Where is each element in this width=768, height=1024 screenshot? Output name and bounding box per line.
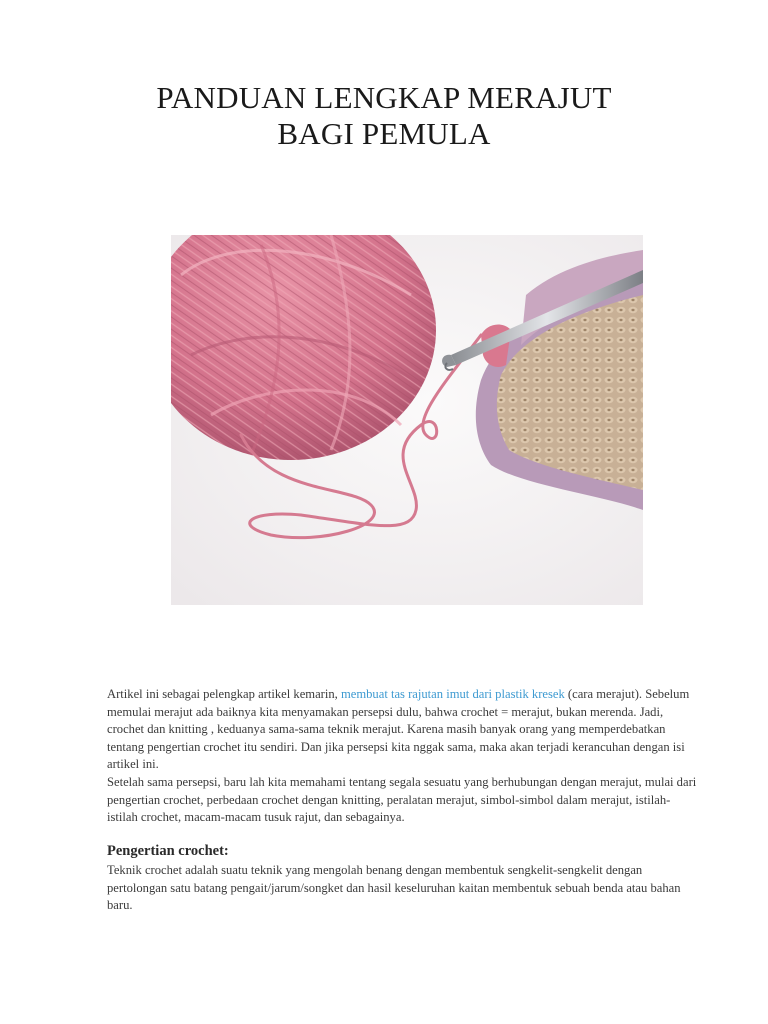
yarn-and-crochet-photo bbox=[171, 235, 643, 605]
title-line-2: BAGI PEMULA bbox=[277, 116, 491, 151]
intro-paragraph-1: Artikel ini sebagai pelengkap artikel kemarin, membuat tas rajutan imut dari plastik kresek (cara merajut). Sebelum memulai merajut ada baiknya kita menyamakan persepsi dulu, bahwa crochet = merajut, bukan merenda. Jadi, crochet dan knitting , keduanya sama-sama teknik merajut. Karena masih banyak orang yang memperdebatkan tentang pengertian crochet itu sendiri. Dan jika persepsi kita nggak sama, maka akan terjadi kerancuhan dengan isi artikel ini. bbox=[107, 687, 690, 772]
title-line-1: PANDUAN LENGKAP MERAJUT bbox=[156, 80, 612, 115]
section-text: Teknik crochet adalah suatu teknik yang mengolah benang dengan membentuk sengkelit-sengkelit dengan pertolongan satu batang pengait/jarum/songket dan hasil keseluruhan kaitan membentuk sebuah benda atau bahan baru. bbox=[107, 863, 681, 913]
intro-paragraph-2: Setelah sama persepsi, baru lah kita memahami tentang segala sesuatu yang berhubungan dengan merajut, mulai dari pengertian crochet, perbedaan crochet dengan knitting, peralatan merajut, simbol-simbol dalam merajut, istilah-istilah crochet, macam-macam tusuk rajut, dan sebagainya. bbox=[107, 774, 697, 825]
article-link[interactable]: membuat tas rajutan imut dari plastik kresek bbox=[340, 687, 565, 701]
section-heading: Pengertian crochet: bbox=[107, 843, 229, 859]
intro-text bbox=[107, 686, 697, 827]
document-title bbox=[60, 80, 708, 152]
